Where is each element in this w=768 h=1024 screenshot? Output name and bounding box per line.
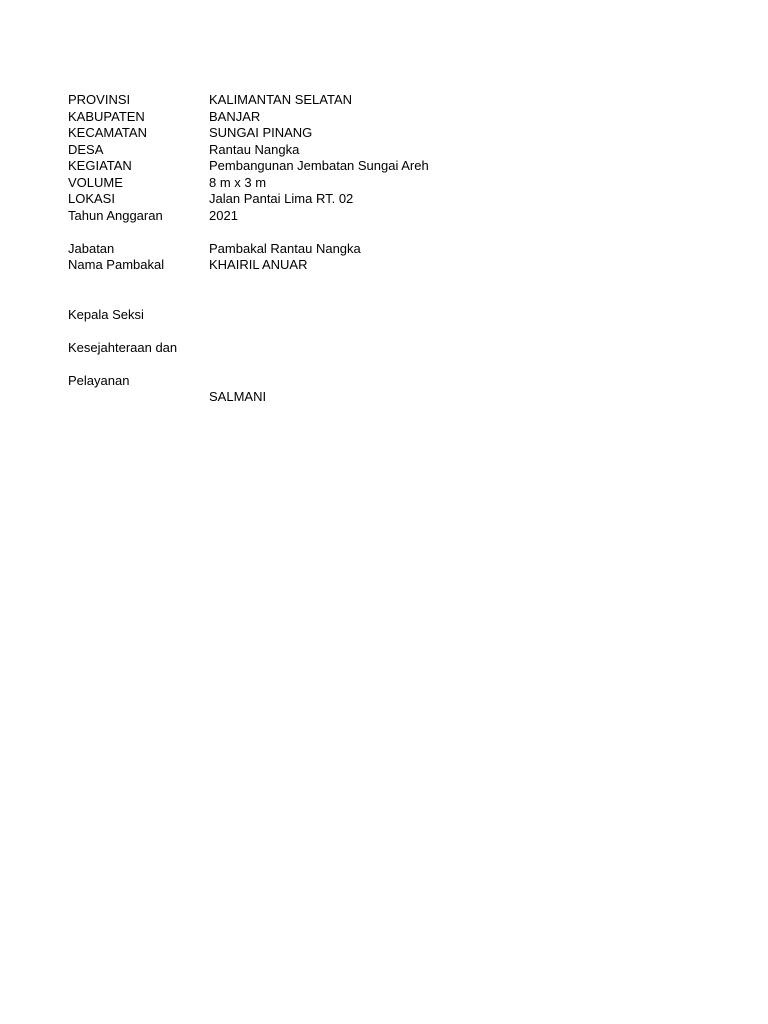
info-row-kabupaten: [68, 109, 708, 126]
spacer: [68, 224, 708, 241]
info-row-volume: [68, 175, 708, 192]
info-label: DESA: [68, 141, 104, 157]
officials-label: Nama Pambakal: [68, 257, 165, 272]
officials-value: KHAIRIL ANUAR: [209, 257, 308, 272]
info-value: Jalan Pantai Lima RT. 02: [209, 191, 354, 206]
officials-value: Pambakal Rantau Nangka: [209, 240, 361, 256]
info-label: Tahun Anggaran: [68, 207, 163, 223]
signatory-name: SALMANI: [209, 389, 267, 404]
document-sheet: [68, 92, 708, 406]
info-label: LOKASI: [68, 191, 115, 206]
info-value: BANJAR: [209, 108, 261, 124]
signatory-label: [68, 290, 209, 406]
info-row-tahun-anggaran: [68, 208, 708, 225]
officials-row-jabatan: [68, 241, 708, 258]
info-value: KALIMANTAN SELATAN: [209, 92, 353, 107]
info-label: KEGIATAN: [68, 158, 132, 173]
signatory-label-line: Pelayanan: [68, 372, 130, 388]
info-value: Pembangunan Jembatan Sungai Areh: [209, 158, 429, 173]
info-value: Rantau Nangka: [209, 141, 300, 157]
signatory-row: [68, 290, 708, 406]
spacer: [68, 274, 708, 291]
info-value: 8 m x 3 m: [209, 174, 267, 190]
info-row-provinsi: [68, 92, 708, 109]
info-row-desa: [68, 142, 708, 159]
officials-row-nama-pambakal: [68, 257, 708, 274]
info-value: SUNGAI PINANG: [209, 125, 313, 140]
info-value: 2021: [209, 207, 238, 223]
officials-label: Jabatan: [68, 240, 115, 256]
signatory-label-line: Kepala Seksi: [68, 306, 144, 322]
info-row-kegiatan: [68, 158, 708, 175]
signatory-label-line: Kesejahteraan dan: [68, 339, 178, 355]
info-label: PROVINSI: [68, 92, 131, 107]
info-row-lokasi: [68, 191, 708, 208]
info-label: VOLUME: [68, 174, 123, 190]
info-row-kecamatan: [68, 125, 708, 142]
info-label: KABUPATEN: [68, 108, 145, 124]
info-label: KECAMATAN: [68, 125, 147, 140]
